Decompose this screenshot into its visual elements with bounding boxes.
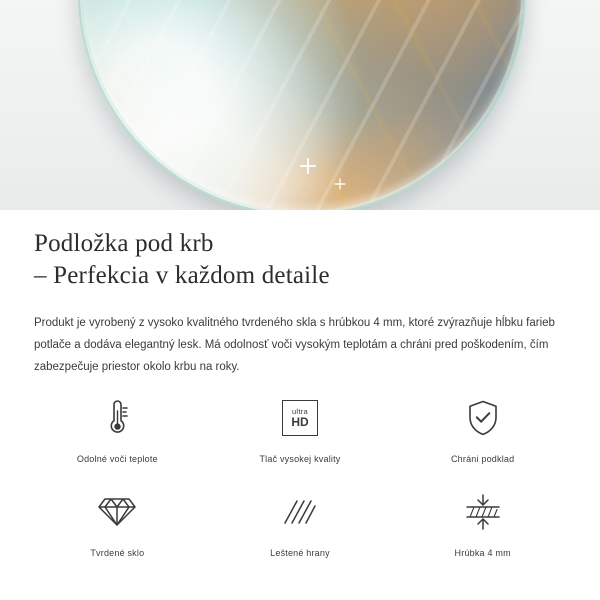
diamond-icon (89, 486, 145, 538)
ultra-hd-icon (272, 392, 328, 444)
glass-board-image (78, 0, 526, 210)
thickness-icon (455, 486, 511, 538)
feature-heat-resistant (26, 392, 209, 464)
feature-thickness (391, 486, 574, 558)
feature-print-quality (209, 392, 392, 464)
shield-check-icon (455, 392, 511, 444)
feature-row-1 (26, 392, 574, 464)
feature-label: Tlač vysokej kvality (259, 454, 341, 464)
headline-line-1: Podložka pod krb (34, 230, 214, 257)
ultra-hd-badge-bottom: HD (291, 415, 309, 430)
headline-line-2: – Perfekcia v každom detaile (34, 262, 330, 289)
feature-label: Hrúbka 4 mm (454, 548, 511, 558)
feature-label: Chráni podklad (450, 454, 515, 464)
text-block (0, 210, 600, 378)
feature-surface-protection (391, 392, 574, 464)
feature-polished-edges (209, 486, 392, 558)
feature-label: Leštené hrany (270, 548, 330, 558)
polished-edges-icon (272, 486, 328, 538)
feature-label: Odolné voči teplote (76, 454, 158, 464)
feature-grid (0, 392, 600, 558)
feature-label: Tvrdené sklo (90, 548, 145, 558)
feature-tempered-glass (26, 486, 209, 558)
hero-image (0, 0, 600, 210)
thermometer-icon (89, 392, 145, 444)
ultra-hd-badge-top: ultra (291, 406, 309, 416)
feature-row-2 (26, 486, 574, 558)
page-title (34, 228, 566, 292)
description-paragraph: Produkt je vyrobený z vysoko kvalitného tvrdeného skla s hrúbkou 4 mm, ktoré zvýrazňuje hĺbku farieb potlače a dodáva elegantný lesk. Má odolnosť voči vysokým teplotám a chráni pred poškodením, čím zabezpečuje priestor okolo krbu na roky. (34, 317, 555, 373)
